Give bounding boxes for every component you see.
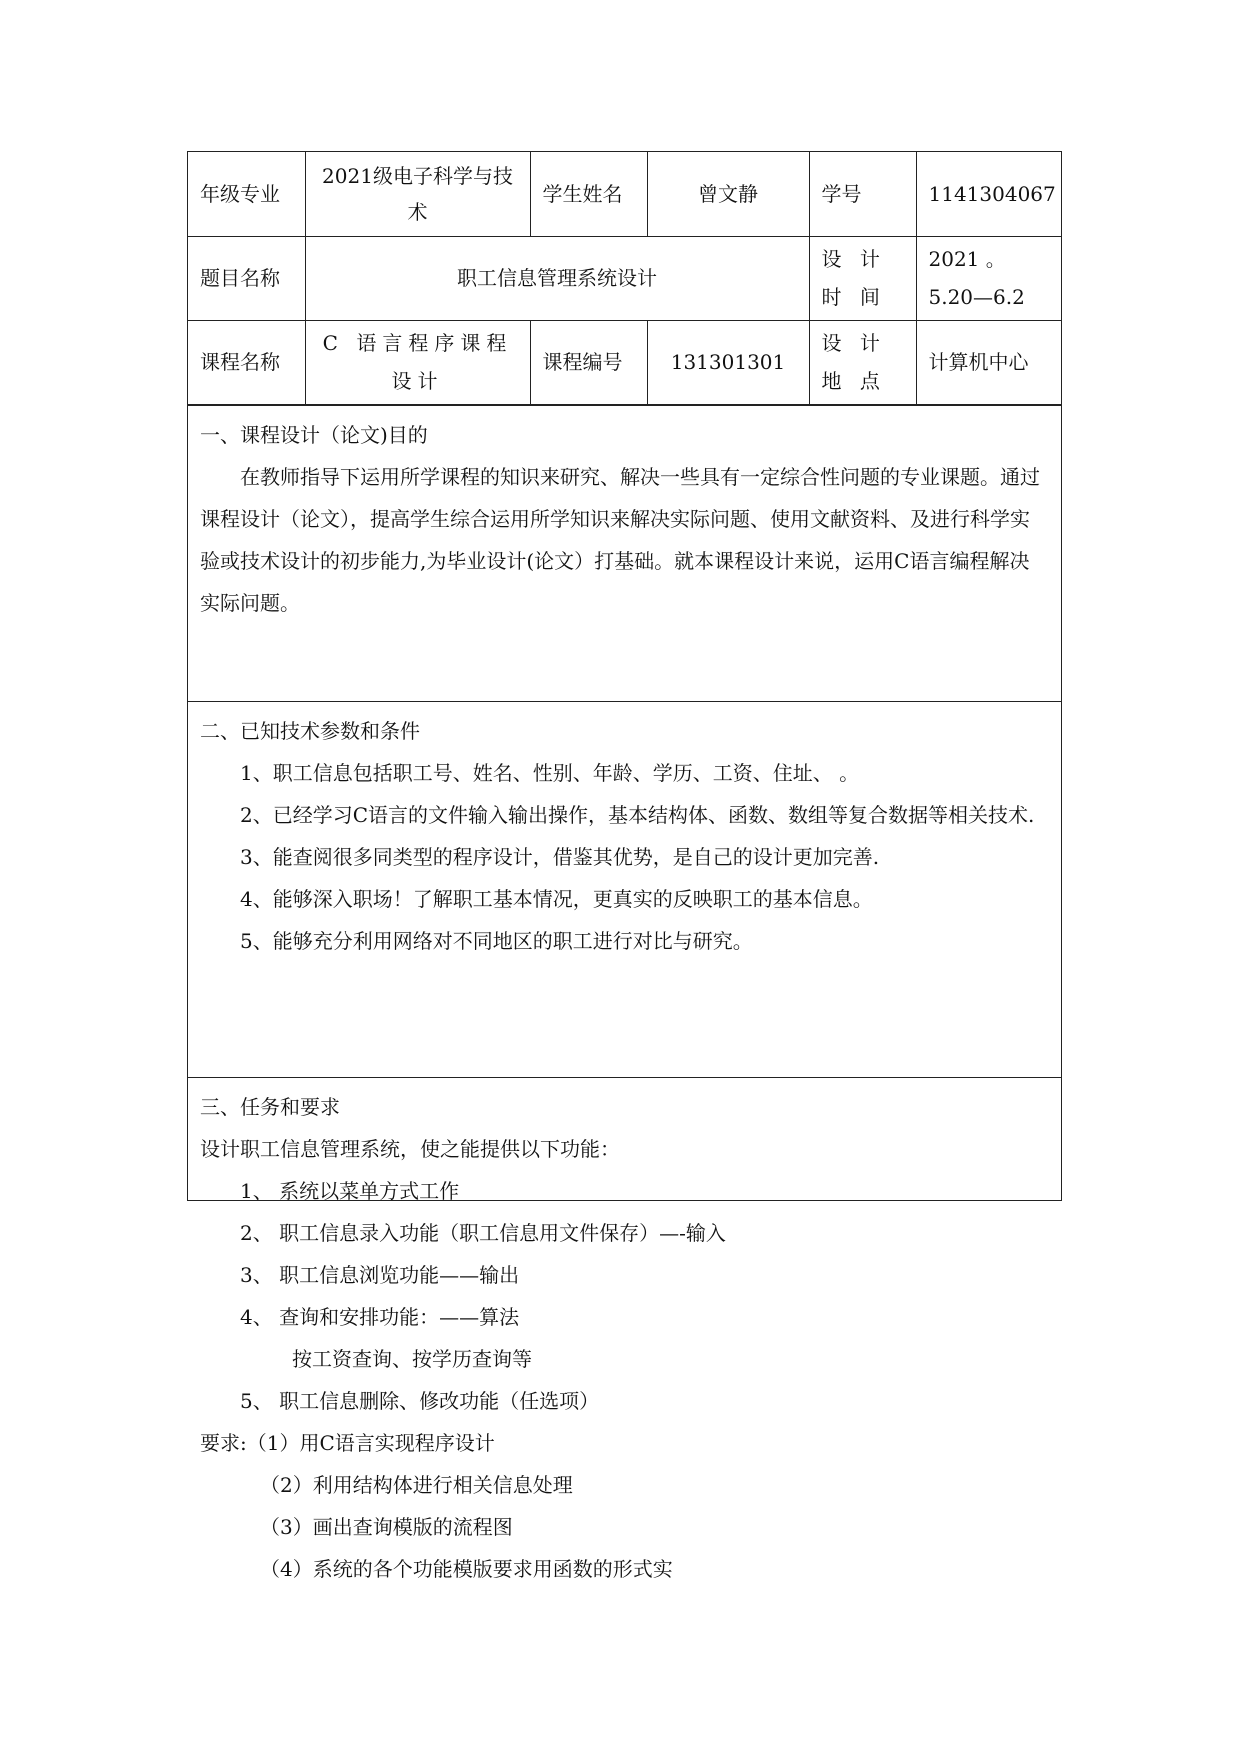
- section-purpose: [188, 405, 1061, 701]
- info-row-2: [188, 236, 1062, 320]
- design-time-label: 设 计 时 间: [809, 236, 916, 320]
- task-item: 5、 职工信息删除、修改功能（任选项）: [240, 1388, 600, 1413]
- grade-value: 2021级电子科学与技术: [305, 152, 530, 236]
- condition-item: 5、能够充分利用网络对不同地区的职工进行对比与研究。: [240, 928, 753, 953]
- section-purpose-title: 一、课程设计（论文)目的: [200, 422, 428, 447]
- task-subitem: 按工资查询、按学历查询等: [292, 1346, 532, 1371]
- section-conditions-title: 二、已知技术参数和条件: [200, 718, 420, 743]
- student-name-label: 学生姓名: [530, 152, 647, 236]
- student-id-value: 1141304067: [916, 152, 1062, 236]
- design-place-label: 设 计 地 点: [809, 320, 916, 404]
- requirement-item: （4）系统的各个功能模版要求用函数的形式实: [260, 1556, 673, 1581]
- grade-label: 年级专业: [188, 152, 305, 236]
- course-code-value: 131301301: [647, 320, 809, 404]
- section-purpose-body: 在教师指导下运用所学课程的知识来研究、解决一些具有一定综合性问题的专业课题。通过课程设计（论文），提高学生综合运用所学知识来解决实际问题、使用文献资料、及进行科学实验或技术设计的初步能力,为毕业设计(论文）打基础。就本课程设计来说，运用C语言编程解决实际问题。: [200, 464, 1040, 615]
- requirement-item: （3）画出查询模版的流程图: [260, 1514, 513, 1539]
- condition-item: 1、职工信息包括职工号、姓名、性别、年龄、学历、工资、住址、 。: [240, 760, 860, 785]
- condition-item: 3、能查阅很多同类型的程序设计，借鉴其优势，是自己的设计更加完善.: [240, 844, 880, 869]
- section-tasks-title: 三、任务和要求: [200, 1094, 340, 1119]
- task-item: 3、 职工信息浏览功能——输出: [240, 1262, 520, 1287]
- info-table: [188, 152, 1062, 405]
- student-name-value: 曾文静: [647, 152, 809, 236]
- section-tasks: [188, 1077, 1061, 1590]
- requirement-item: （2）利用结构体进行相关信息处理: [260, 1472, 573, 1497]
- info-row-1: [188, 152, 1062, 236]
- form-sheet: [187, 151, 1062, 1581]
- task-item: 1、 系统以菜单方式工作: [240, 1178, 460, 1203]
- design-place-value: 计算机中心: [916, 320, 1062, 404]
- course-code-label: 课程编号: [530, 320, 647, 404]
- condition-item: 4、能够深入职场！了解职工基本情况，更真实的反映职工的基本信息。: [240, 886, 873, 911]
- task-item: 2、 职工信息录入功能（职工信息用文件保存）—-输入: [240, 1220, 726, 1245]
- student-id-label: 学号: [809, 152, 916, 236]
- course-label: 课程名称: [188, 320, 305, 404]
- course-value: C 语言程序课程设计: [305, 320, 530, 404]
- info-row-3: [188, 320, 1062, 404]
- requirements-intro: 要求:（1）用C语言实现程序设计: [200, 1430, 495, 1455]
- design-time-value: 2021 。5.20—6.2: [916, 236, 1062, 320]
- task-item: 4、 查询和安排功能：——算法: [240, 1304, 520, 1329]
- section-conditions: [188, 701, 1061, 1077]
- topic-label: 题目名称: [188, 236, 305, 320]
- condition-item: 2、已经学习C语言的文件输入输出操作，基本结构体、函数、数组等复合数据等相关技术.: [240, 802, 1035, 827]
- topic-value: 职工信息管理系统设计: [305, 236, 809, 320]
- section-tasks-intro: 设计职工信息管理系统，使之能提供以下功能：: [200, 1136, 620, 1161]
